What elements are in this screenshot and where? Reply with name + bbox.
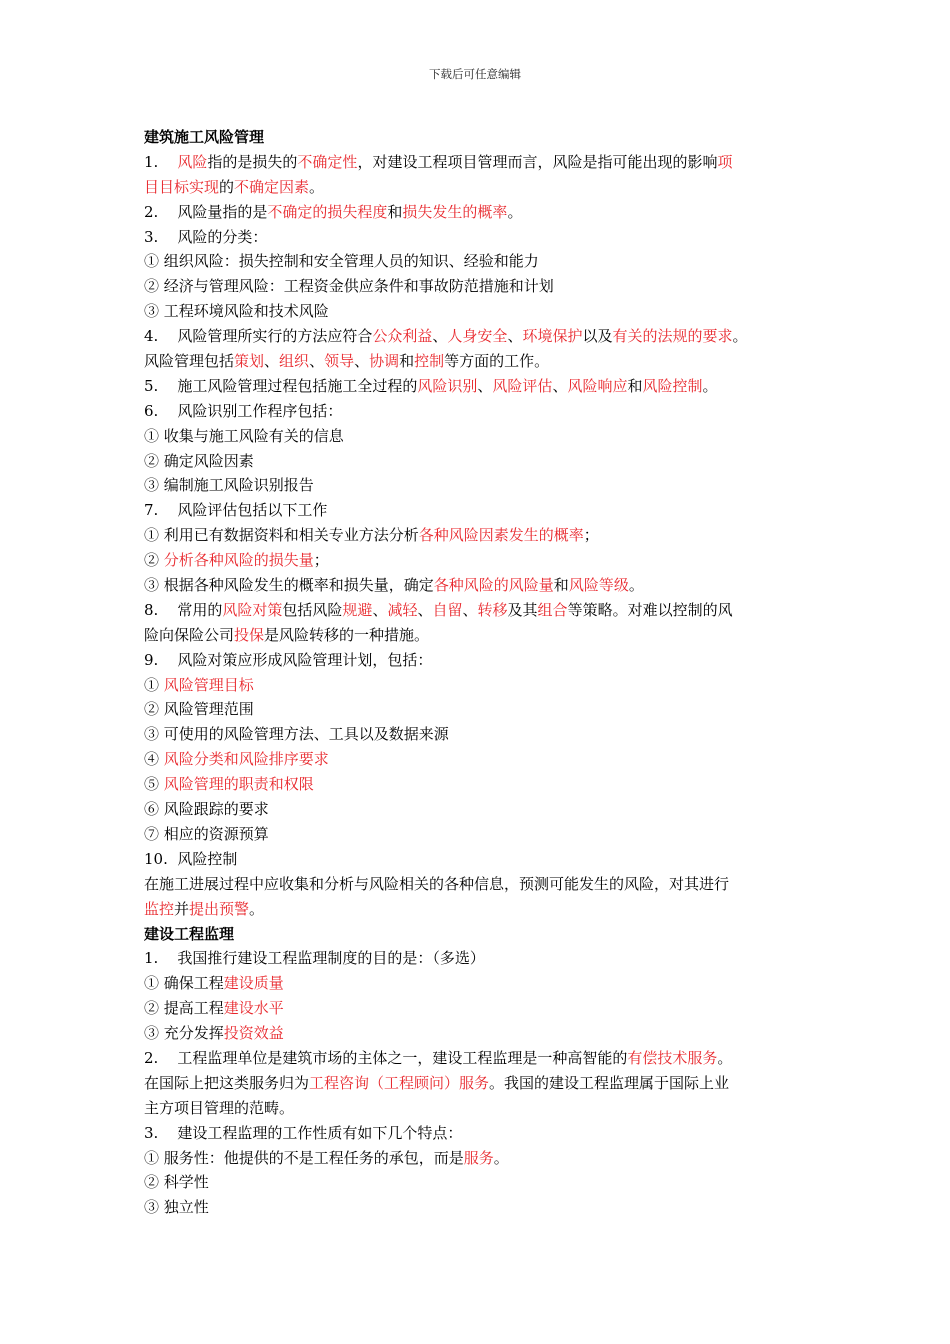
- highlighted-term: 协调: [369, 352, 400, 371]
- text-segment: ② 科学性: [144, 1173, 209, 1192]
- text-line: [144, 673, 814, 698]
- text-segment: ④: [144, 750, 164, 769]
- text-segment: 7. 风险评估包括以下工作: [144, 501, 328, 520]
- text-segment: 6. 风险识别工作程序包括：: [144, 401, 343, 420]
- highlighted-term: 风险分类和风险排序要求: [163, 750, 329, 769]
- highlighted-term: 损失发生的概率: [402, 202, 508, 221]
- text-segment: 主方项目管理的范畴。: [144, 1098, 295, 1117]
- text-segment: ① 利用已有数据资料和相关专业方法分析: [144, 526, 419, 545]
- text-line: [144, 399, 814, 424]
- text-segment: 、: [462, 600, 478, 619]
- text-line: [144, 1146, 814, 1171]
- text-segment: ②: [144, 551, 164, 570]
- text-line: [144, 623, 814, 648]
- text-line: [144, 897, 814, 922]
- text-segment: 及其: [507, 600, 538, 619]
- text-line: [144, 1096, 814, 1121]
- section-heading: [144, 125, 814, 150]
- text-segment: ③ 根据各种风险发生的概率和损失量，确定: [144, 576, 434, 595]
- highlighted-term: 有关的法规的要求: [612, 327, 733, 346]
- text-segment: 4. 风险管理所实行的方法应符合: [144, 327, 373, 346]
- text-segment: ③ 充分发挥: [144, 1024, 224, 1043]
- text-line: [144, 1071, 814, 1096]
- text-segment: ① 组织风险：损失控制和安全管理人员的知识、经验和能力: [144, 252, 539, 271]
- text-line: [144, 274, 814, 299]
- text-segment: 1.: [144, 152, 178, 171]
- text-segment: ② 经济与管理风险：工程资金供应条件和事故防范措施和计划: [144, 277, 554, 296]
- text-segment: 、: [477, 376, 493, 395]
- text-line: [144, 722, 814, 747]
- highlighted-term: 工程咨询（工程顾问）服务: [309, 1073, 490, 1092]
- text-line: [144, 946, 814, 971]
- text-segment: 5. 施工风险管理过程包括施工全过程的: [144, 376, 418, 395]
- document-body: [144, 125, 814, 1220]
- text-segment: 。: [717, 1048, 733, 1067]
- text-segment: 在施工进展过程中应收集和分析与风险相关的各种信息，预测可能发生的风险，对其进行: [144, 874, 730, 893]
- text-segment: 10. 风险控制: [144, 849, 238, 868]
- text-line: [144, 299, 814, 324]
- text-segment: 险向保险公司: [144, 625, 235, 644]
- text-segment: 等方面的工作。: [444, 352, 550, 371]
- text-segment: 2. 风险量指的是: [144, 202, 268, 221]
- text-segment: 建筑施工风险管理: [144, 128, 265, 146]
- highlighted-term: 风险管理的职责和权限: [163, 775, 314, 794]
- highlighted-term: 有偿技术服务: [627, 1048, 718, 1067]
- text-segment: 、: [507, 327, 523, 346]
- highlighted-term: 规避: [342, 600, 373, 619]
- highlighted-term: 建设质量: [223, 974, 284, 993]
- text-line: [144, 225, 814, 250]
- text-line: [144, 424, 814, 449]
- text-segment: 。: [493, 1148, 509, 1167]
- highlighted-term: 公众利益: [372, 327, 433, 346]
- text-line: [144, 747, 814, 772]
- text-line: [144, 996, 814, 1021]
- text-segment: 指的是损失的: [207, 152, 298, 171]
- highlighted-term: 服务: [463, 1148, 494, 1167]
- highlighted-term: 建设水平: [223, 999, 284, 1018]
- section-heading: [144, 922, 814, 947]
- highlighted-term: 人身安全: [447, 327, 508, 346]
- text-line: [144, 449, 814, 474]
- text-segment: 。: [249, 899, 265, 918]
- highlighted-term: 组合: [537, 600, 568, 619]
- text-segment: 和: [399, 352, 415, 371]
- highlighted-term: 各种风险的风险量: [433, 576, 554, 595]
- text-line: [144, 971, 814, 996]
- text-segment: ② 风险管理范围: [144, 700, 254, 719]
- highlighted-term: 风险响应: [567, 376, 628, 395]
- highlighted-term: 监控: [144, 899, 175, 918]
- text-line: [144, 548, 814, 573]
- highlighted-term: 项: [717, 152, 733, 171]
- text-segment: 、: [264, 352, 280, 371]
- text-segment: 1. 我国推行建设工程监理制度的目的是：（多选）: [144, 949, 485, 968]
- highlighted-term: 投保: [234, 625, 265, 644]
- text-line: [144, 697, 814, 722]
- text-line: [144, 150, 814, 175]
- text-line: [144, 648, 814, 673]
- text-line: [144, 822, 814, 847]
- text-segment: 和: [627, 376, 643, 395]
- text-segment: ① 服务性：他提供的不是工程任务的承包，而是: [144, 1148, 464, 1167]
- text-line: [144, 175, 814, 200]
- text-line: [144, 1046, 814, 1071]
- text-segment: ⑦ 相应的资源预算: [144, 824, 269, 843]
- text-line: [144, 872, 814, 897]
- highlighted-term: 组织: [279, 352, 310, 371]
- text-segment: 3. 风险的分类：: [144, 227, 268, 246]
- text-line: [144, 324, 814, 349]
- text-line: [144, 349, 814, 374]
- text-segment: ③ 独立性: [144, 1198, 209, 1217]
- text-segment: 、: [432, 327, 448, 346]
- text-line: [144, 523, 814, 548]
- text-line: [144, 498, 814, 523]
- highlighted-term: 环境保护: [522, 327, 583, 346]
- text-segment: 风险管理包括: [144, 352, 235, 371]
- text-segment: ；: [313, 551, 329, 570]
- text-segment: 的: [219, 177, 235, 196]
- highlighted-term: 不确定的损失程度: [267, 202, 388, 221]
- highlighted-term: 投资效益: [223, 1024, 284, 1043]
- text-segment: ①: [144, 675, 164, 694]
- text-line: [144, 1121, 814, 1146]
- highlighted-term: 风险等级: [568, 576, 629, 595]
- highlighted-term: 风险评估: [492, 376, 553, 395]
- highlighted-term: 风险管理目标: [163, 675, 254, 694]
- text-segment: ③ 编制施工风险识别报告: [144, 476, 314, 495]
- highlighted-term: 风险识别: [417, 376, 478, 395]
- text-segment: 是风险转移的一种措施。: [264, 625, 430, 644]
- text-segment: 8. 常用的: [144, 600, 223, 619]
- text-segment: ；: [583, 526, 599, 545]
- text-segment: 。: [732, 327, 748, 346]
- highlighted-term: 风险控制: [642, 376, 703, 395]
- highlighted-term: 风险: [177, 152, 208, 171]
- highlighted-term: 不确定因素: [234, 177, 310, 196]
- text-segment: ⑤: [144, 775, 164, 794]
- text-segment: 、: [309, 352, 325, 371]
- text-line: [144, 1021, 814, 1046]
- text-line: [144, 847, 814, 872]
- text-line: [144, 573, 814, 598]
- text-line: [144, 473, 814, 498]
- highlighted-term: 领导: [324, 352, 355, 371]
- text-segment: 、: [372, 600, 388, 619]
- text-segment: ① 确保工程: [144, 974, 224, 993]
- text-segment: ⑥ 风险跟踪的要求: [144, 800, 269, 819]
- highlighted-term: 控制: [414, 352, 445, 371]
- text-segment: 、: [354, 352, 370, 371]
- text-segment: 。: [507, 202, 523, 221]
- highlighted-term: 策划: [234, 352, 265, 371]
- text-segment: 和: [553, 576, 569, 595]
- text-segment: 以及: [582, 327, 613, 346]
- text-segment: 包括风险: [282, 600, 343, 619]
- text-segment: 在国际上把这类服务归为: [144, 1073, 310, 1092]
- text-segment: ② 确定风险因素: [144, 451, 254, 470]
- text-segment: ② 提高工程: [144, 999, 224, 1018]
- page-header: 下载后可任意编辑: [429, 67, 521, 81]
- text-segment: 并: [174, 899, 190, 918]
- text-segment: ③ 工程环境风险和技术风险: [144, 302, 329, 321]
- text-segment: 、: [417, 600, 433, 619]
- text-line: [144, 374, 814, 399]
- highlighted-term: 转移: [477, 600, 508, 619]
- text-line: [144, 249, 814, 274]
- text-segment: 3. 建设工程监理的工作性质有如下几个特点：: [144, 1123, 463, 1142]
- highlighted-term: 不确定性: [297, 152, 358, 171]
- text-segment: 。我国的建设工程监理属于国际上业: [489, 1073, 730, 1092]
- text-segment: 。: [628, 576, 644, 595]
- text-segment: 建设工程监理: [144, 924, 235, 943]
- text-segment: ① 收集与施工风险有关的信息: [144, 426, 344, 445]
- highlighted-term: 各种风险因素发生的概率: [418, 526, 584, 545]
- highlighted-term: 风险对策: [222, 600, 283, 619]
- highlighted-term: 分析各种风险的损失量: [163, 551, 314, 570]
- text-segment: 2. 工程监理单位是建筑市场的主体之一，建设工程监理是一种高智能的: [144, 1048, 628, 1067]
- text-segment: ③ 可使用的风险管理方法、工具以及数据来源: [144, 725, 449, 744]
- text-segment: 。: [309, 177, 325, 196]
- text-line: [144, 1195, 814, 1220]
- text-line: [144, 1170, 814, 1195]
- text-segment: 、: [552, 376, 568, 395]
- highlighted-term: 目目标实现: [144, 177, 220, 196]
- text-segment: 9. 风险对策应形成风险管理计划，包括：: [144, 650, 433, 669]
- text-segment: 等策略。对难以控制的风: [567, 600, 733, 619]
- text-line: [144, 598, 814, 623]
- text-segment: ，对建设工程项目管理而言，风险是指可能出现的影响: [357, 152, 718, 171]
- highlighted-term: 减轻: [387, 600, 418, 619]
- highlighted-term: 自留: [432, 600, 463, 619]
- text-segment: 。: [702, 376, 718, 395]
- text-segment: 和: [387, 202, 403, 221]
- highlighted-term: 提出预警: [189, 899, 250, 918]
- text-line: [144, 772, 814, 797]
- text-line: [144, 200, 814, 225]
- text-line: [144, 797, 814, 822]
